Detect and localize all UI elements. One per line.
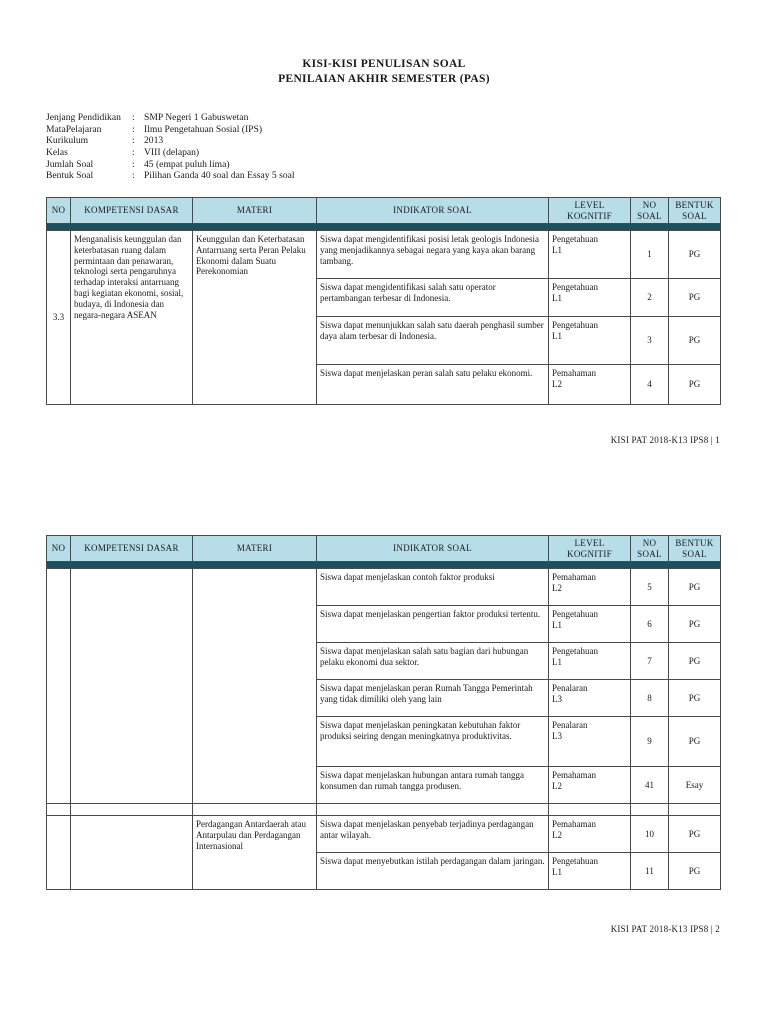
column-header-level: LEVEL KOGNITIF: [549, 198, 631, 224]
cell-indikator: Siswa dapat menjelaskan salah satu bagian dari hubungan pelaku ekonomi dua sektor.: [317, 643, 549, 680]
column-header-kd: KOMPETENSI DASAR: [71, 198, 193, 224]
cell-level: [549, 365, 631, 405]
cell-indikator: Siswa dapat menjelaskan pengertian faktor produksi tertentu.: [317, 606, 549, 643]
level-code: L2: [552, 780, 562, 791]
column-header-bentuk: BENTUK SOAL: [669, 198, 721, 224]
level-label: Pengetahuan: [552, 609, 598, 619]
info-value: 2013: [144, 135, 164, 147]
info-label: Kurikulum: [46, 135, 89, 147]
cell-bentuk: PG: [669, 231, 721, 279]
cell-level: [549, 569, 631, 606]
cell-bentuk: PG: [669, 853, 721, 890]
cell-indikator: Siswa dapat menjelaskan peningkatan kebutuhan faktor produksi seiring dengan meningkatnya produktivitas.: [317, 717, 549, 767]
spacer-row: [47, 804, 721, 816]
cell-nosoal: 3: [631, 317, 669, 365]
cell-nosoal: 11: [631, 853, 669, 890]
column-header-kd: KOMPETENSI DASAR: [71, 536, 193, 562]
kisi-table-page-1: [46, 197, 721, 405]
cell-indikator: Siswa dapat menjelaskan hubungan antara rumah tangga konsumen dan rumah tangga produsen.: [317, 767, 549, 804]
cell-nosoal: 2: [631, 279, 669, 317]
column-header-level: LEVEL KOGNITIF: [549, 536, 631, 562]
cell-no: [47, 816, 71, 890]
cell-nosoal: 5: [631, 569, 669, 606]
level-label: Pemahaman: [552, 819, 596, 829]
cell-kompetensi-dasar: [71, 816, 193, 890]
level-code: L3: [552, 693, 562, 704]
cell-bentuk: PG: [669, 816, 721, 853]
cell-nosoal: 8: [631, 680, 669, 717]
cell-indikator: Siswa dapat menunjukkan salah satu daerah penghasil sumber daya alam terbesar di Indonesia.: [317, 317, 549, 365]
cell-bentuk: PG: [669, 717, 721, 767]
level-code: L1: [552, 866, 562, 877]
cell-nosoal: 4: [631, 365, 669, 405]
cell-bentuk: PG: [669, 643, 721, 680]
cell-level: [549, 717, 631, 767]
cell-indikator: Siswa dapat menjelaskan penyebab terjadinya perdagangan antar wilayah.: [317, 816, 549, 853]
info-value: Ilmu Pengetahuan Sosial (IPS): [144, 123, 263, 135]
cell-materi: Perdagangan Antardaerah atau Antarpulau dan Perdagangan Internasional: [193, 816, 317, 890]
info-label: Jenjang Pendidikan: [46, 112, 121, 124]
level-code: L2: [552, 378, 562, 389]
info-colon: :: [132, 135, 135, 147]
cell-nosoal: 7: [631, 643, 669, 680]
column-header-no: NO: [47, 198, 71, 224]
info-label: Bentuk Soal: [46, 170, 94, 182]
cell-nosoal: 9: [631, 717, 669, 767]
document-subtitle: PENILAIAN AKHIR SEMESTER (PAS): [278, 73, 490, 85]
column-header-no: NO: [47, 536, 71, 562]
info-colon: :: [132, 112, 135, 124]
cell-bentuk: PG: [669, 365, 721, 405]
info-row-jumlah: [46, 158, 295, 170]
info-colon: :: [132, 158, 135, 170]
table-header-row: [47, 536, 721, 562]
column-header-indikator: INDIKATOR SOAL: [317, 536, 549, 562]
info-value: 45 (empat puluh lima): [144, 158, 230, 170]
column-header-materi: MATERI: [193, 536, 317, 562]
level-label: Pengetahuan: [552, 856, 598, 866]
info-value: Pilihan Ganda 40 soal dan Essay 5 soal: [144, 170, 295, 182]
document-info: [46, 112, 295, 182]
cell-kompetensi-dasar: Menganalisis keunggulan dan keterbatasan ruang dalam permintaan dan penawaran, teknologi serta pengaruhnya terhadap interaksi antarruang bagi kegiatan ekonomi, sosial, budaya, di Indonesia dan negara-negara ASEAN: [71, 231, 193, 405]
cell-bentuk: PG: [669, 317, 721, 365]
page-footer-1: KISI PAT 2018-K13 IPS8 | 1: [610, 435, 720, 445]
cell-indikator: Siswa dapat menjelaskan peran Rumah Tangga Pemerintah yang tidak dimiliki oleh yang lain: [317, 680, 549, 717]
info-value: SMP Negeri 1 Gabuswetan: [144, 112, 249, 124]
column-header-nosoal: NO SOAL: [631, 536, 669, 562]
column-header-nosoal: NO SOAL: [631, 198, 669, 224]
cell-no: [47, 569, 71, 804]
info-row-bentuk: [46, 170, 295, 182]
info-label: Jumlah Soal: [46, 158, 94, 170]
cell-level: [549, 279, 631, 317]
kisi-table-page-2: [46, 535, 721, 890]
cell-nosoal: 6: [631, 606, 669, 643]
info-colon: :: [132, 147, 135, 159]
document-title: KISI-KISI PENULISAN SOAL: [302, 58, 466, 70]
cell-bentuk: PG: [669, 279, 721, 317]
cell-level: [549, 231, 631, 279]
level-label: Pemahaman: [552, 572, 596, 582]
level-code: L2: [552, 829, 562, 840]
cell-materi: [193, 569, 317, 804]
info-colon: :: [132, 170, 135, 182]
cell-level: [549, 767, 631, 804]
table-row: [47, 569, 721, 606]
cell-level: [549, 680, 631, 717]
cell-indikator: Siswa dapat menjelaskan contoh faktor produksi: [317, 569, 549, 606]
level-label: Pengetahuan: [552, 646, 598, 656]
level-label: Pengetahuan: [552, 234, 598, 244]
column-header-indikator: INDIKATOR SOAL: [317, 198, 549, 224]
table-band: [47, 562, 721, 569]
column-header-bentuk: BENTUK SOAL: [669, 536, 721, 562]
cell-level: [549, 606, 631, 643]
info-row-kurikulum: [46, 135, 295, 147]
cell-level: [549, 643, 631, 680]
cell-no: 3.3: [47, 231, 71, 405]
level-label: Pemahaman: [552, 770, 596, 780]
level-code: L2: [552, 582, 562, 593]
level-code: L1: [552, 292, 562, 303]
level-label: Penalaran: [552, 720, 588, 730]
level-label: Penalaran: [552, 683, 588, 693]
table-row: [47, 816, 721, 853]
level-code: L1: [552, 244, 562, 255]
cell-bentuk: PG: [669, 680, 721, 717]
cell-indikator: Siswa dapat mengidentifikasi salah satu operator pertambangan terbesar di Indonesia.: [317, 279, 549, 317]
cell-bentuk: PG: [669, 606, 721, 643]
cell-level: [549, 816, 631, 853]
level-label: Pengetahuan: [552, 320, 598, 330]
cell-kompetensi-dasar: [71, 569, 193, 804]
cell-indikator: Siswa dapat menyebutkan istilah perdagangan dalam jaringan.: [317, 853, 549, 890]
table-header-row: [47, 198, 721, 224]
cell-materi: Keunggulan dan Keterbatasan Antarruang serta Peran Pelaku Ekonomi dalam Suatu Perekonomian: [193, 231, 317, 405]
cell-nosoal: 10: [631, 816, 669, 853]
cell-nosoal: 1: [631, 231, 669, 279]
level-code: L1: [552, 330, 562, 341]
cell-nosoal: 41: [631, 767, 669, 804]
info-row-kelas: [46, 147, 295, 159]
table-row: [47, 231, 721, 279]
cell-bentuk: Esay: [669, 767, 721, 804]
table-band: [47, 224, 721, 231]
cell-indikator: Siswa dapat mengidentifikasi posisi letak geologis Indonesia yang menjadikannya sebagai negara yang kaya akan barang tambang.: [317, 231, 549, 279]
info-row-jenjang: [46, 112, 295, 124]
cell-indikator: Siswa dapat menjelaskan peran salah satu pelaku ekonomi.: [317, 365, 549, 405]
cell-bentuk: PG: [669, 569, 721, 606]
info-colon: :: [132, 123, 135, 135]
info-label: Kelas: [46, 147, 68, 159]
cell-level: [549, 317, 631, 365]
page-footer-2: KISI PAT 2018-K13 IPS8 | 2: [610, 924, 720, 934]
level-label: Pemahaman: [552, 368, 596, 378]
info-label: MataPelajaran: [46, 123, 102, 135]
cell-level: [549, 853, 631, 890]
level-code: L1: [552, 656, 562, 667]
level-label: Pengetahuan: [552, 282, 598, 292]
level-code: L3: [552, 730, 562, 741]
column-header-materi: MATERI: [193, 198, 317, 224]
info-row-mapel: [46, 124, 295, 136]
level-code: L1: [552, 619, 562, 630]
info-value: VIII (delapan): [144, 147, 200, 159]
